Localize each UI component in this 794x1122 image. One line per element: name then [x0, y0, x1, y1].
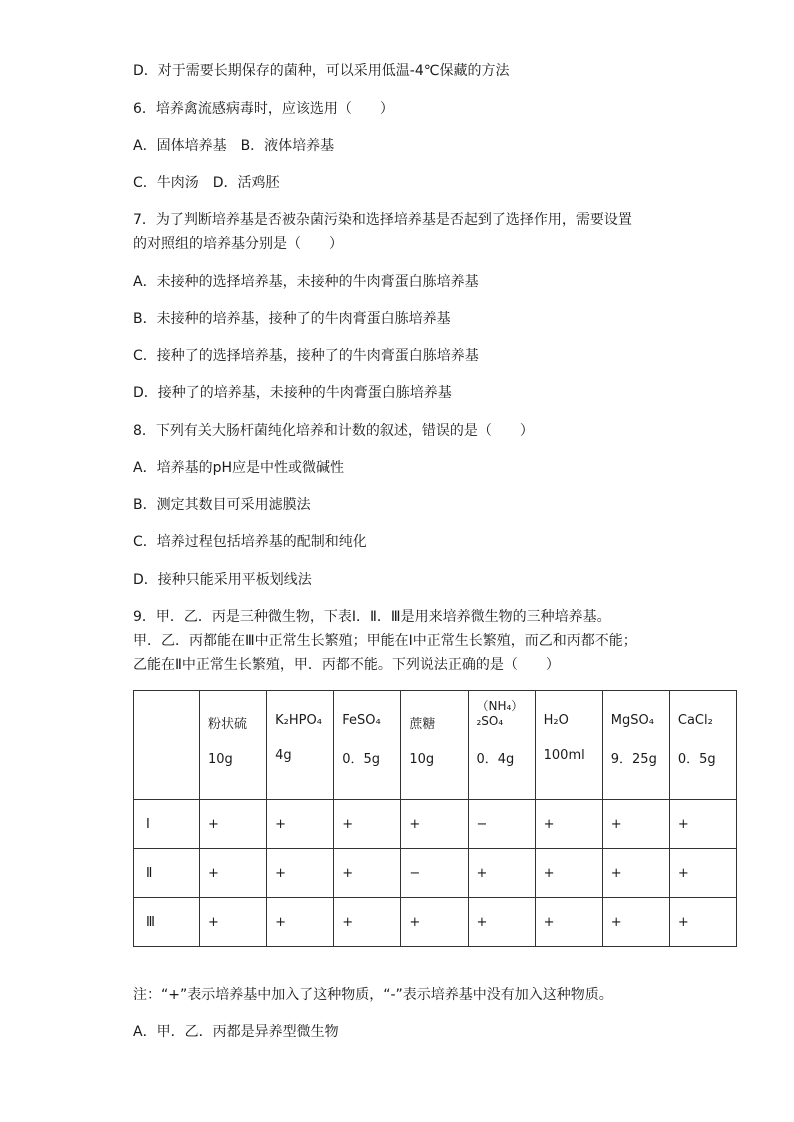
options-q6-ab: A．固体培养基 B．液体培养基	[133, 138, 335, 154]
option-c-q8: C．培养过程包括培养基的配制和纯化	[133, 534, 367, 550]
table-cell: +	[535, 849, 602, 898]
table-header-row	[134, 691, 737, 800]
table-cell: −	[468, 800, 535, 849]
table-row	[134, 898, 737, 947]
table-cell: +	[267, 849, 334, 898]
table-header-cell: FeSO₄ 0．5g	[334, 691, 401, 800]
option-d-q7: D．接种了的培养基，未接种的牛肉膏蛋白胨培养基	[133, 385, 452, 401]
table-header-cell: 粉状硫 10g	[200, 691, 267, 800]
question-7-line1: 7．为了判断培养基是否被杂菌污染和选择培养基是否起到了选择作用，需要设置	[133, 212, 632, 228]
table-cell: +	[334, 898, 401, 947]
table-header-cell: K₂HPO₄ 4g	[267, 691, 334, 800]
question-9-line1: 9．甲．乙．丙是三种微生物，下表Ⅰ．Ⅱ．Ⅲ是用来培养微生物的三种培养基。	[133, 609, 611, 625]
table-cell: +	[401, 800, 468, 849]
table-header-cell: H₂O 100ml	[535, 691, 602, 800]
table-row	[134, 800, 737, 849]
question-9-line3: 乙能在Ⅱ中正常生长繁殖，甲．丙都不能。下列说法正确的是（ ）	[133, 657, 560, 673]
option-a-q8: A．培养基的pH应是中性或微碱性	[133, 460, 344, 476]
table-header-cell: CaCl₂ 0．5g	[669, 691, 736, 800]
table-note: 注：“+”表示培养基中加入了这种物质，“-”表示培养基中没有加入这种物质。	[133, 987, 613, 1003]
row-label: Ⅲ	[134, 898, 200, 947]
table-header-cell: （NH₄）₂SO₄ 0．4g	[468, 691, 535, 800]
row-label: Ⅱ	[134, 849, 200, 898]
table-cell: +	[267, 898, 334, 947]
table-cell: +	[535, 800, 602, 849]
table-cell: −	[401, 849, 468, 898]
table-header-cell: MgSO₄ 9．25g	[602, 691, 669, 800]
medium-composition-table	[133, 690, 737, 947]
option-b-q8: B．测定其数目可采用滤膜法	[133, 497, 311, 513]
table-corner-cell	[134, 691, 200, 800]
table-cell: +	[468, 898, 535, 947]
table-cell: +	[267, 800, 334, 849]
option-d-q8: D．接种只能采用平板划线法	[133, 572, 312, 588]
question-7-line2: 的对照组的培养基分别是（ ）	[133, 236, 343, 252]
table-cell: +	[200, 800, 267, 849]
question-8: 8．下列有关大肠杆菌纯化培养和计数的叙述，错误的是（ ）	[133, 423, 534, 439]
table-cell: +	[468, 849, 535, 898]
table-cell: +	[401, 898, 468, 947]
table-cell: +	[535, 898, 602, 947]
table-cell: +	[200, 898, 267, 947]
table-cell: +	[669, 800, 736, 849]
table-header-cell: 蔗糖 10g	[401, 691, 468, 800]
row-label: Ⅰ	[134, 800, 200, 849]
question-9-line2: 甲．乙．丙都能在Ⅲ中正常生长繁殖；甲能在Ⅰ中正常生长繁殖，而乙和丙都不能；	[133, 633, 637, 649]
table-cell: +	[334, 849, 401, 898]
question-6: 6．培养禽流感病毒时，应该选用（ ）	[133, 101, 394, 117]
table-cell: +	[602, 800, 669, 849]
option-c-q7: C．接种了的选择培养基，接种了的牛肉膏蛋白胨培养基	[133, 348, 479, 364]
option-b-q7: B．未接种的培养基，接种了的牛肉膏蛋白胨培养基	[133, 311, 451, 327]
table-cell: +	[602, 898, 669, 947]
option-d-q5: D．对于需要长期保存的菌种，可以采用低温-4℃保藏的方法	[133, 63, 510, 79]
table-cell: +	[669, 849, 736, 898]
table-cell: +	[602, 849, 669, 898]
option-a-q9: A．甲．乙．丙都是异养型微生物	[133, 1024, 339, 1040]
options-q6-cd: C．牛肉汤 D．活鸡胚	[133, 175, 280, 191]
table-cell: +	[334, 800, 401, 849]
table-cell: +	[669, 898, 736, 947]
option-a-q7: A．未接种的选择培养基，未接种的牛肉膏蛋白胨培养基	[133, 274, 479, 290]
table-row	[134, 849, 737, 898]
table-cell: +	[200, 849, 267, 898]
